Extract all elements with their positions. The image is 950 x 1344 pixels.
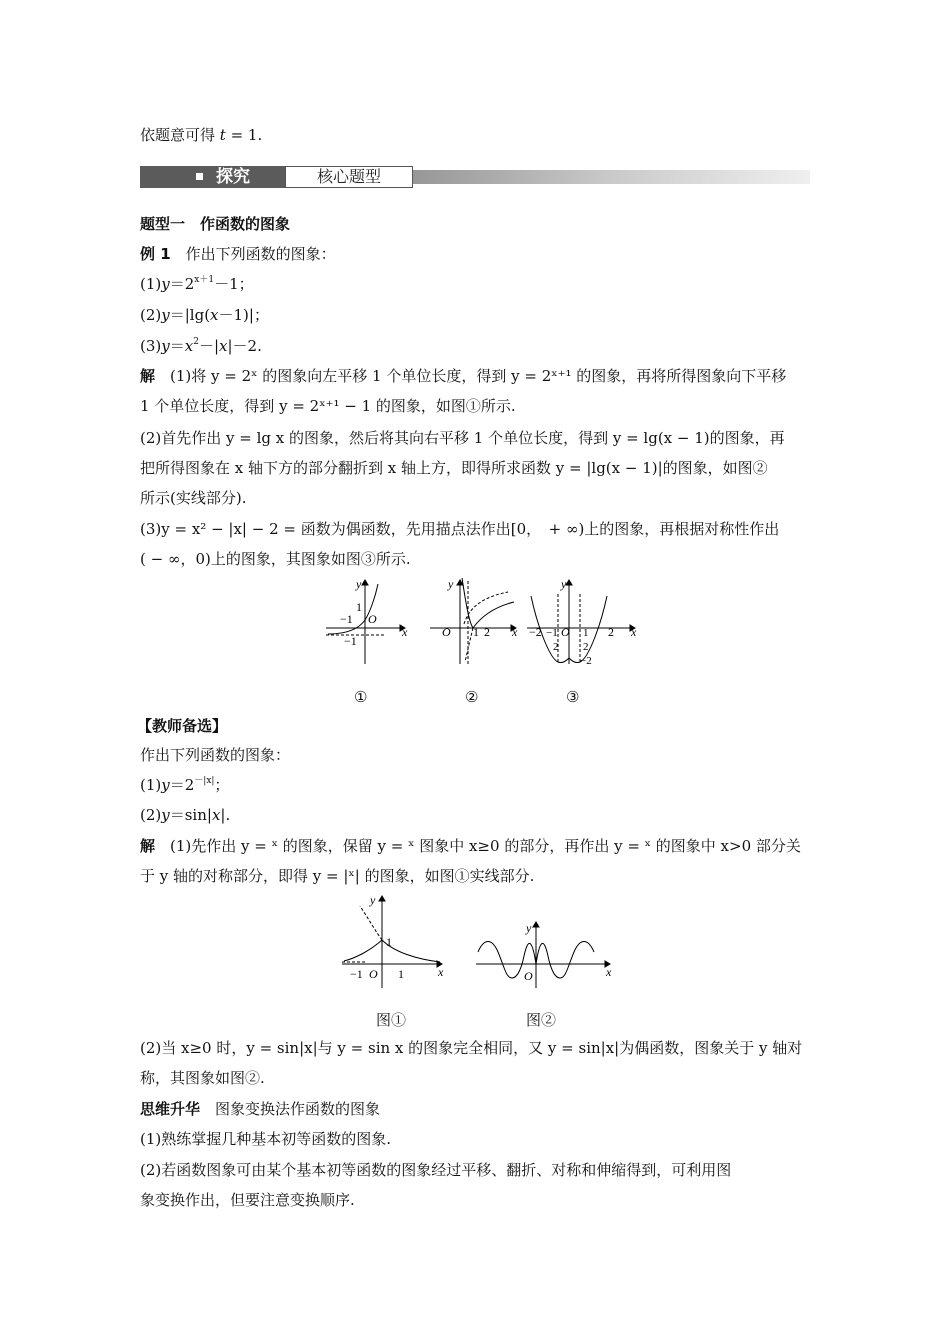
svg-text:1: 1 bbox=[356, 600, 362, 614]
solution-2-line-3: (2)当 x≥0 时，y = sin|x|与 y = sin x 的图象完全相同，又 y = sin|x|为偶函数，图象关于 y 轴对 bbox=[140, 1039, 803, 1057]
svg-text:2: 2 bbox=[553, 641, 559, 653]
example-item-1: $(1)y=2^{x+1}-1$； bbox=[140, 275, 254, 293]
example-item-3: $(3)y=x^2-|x|-2$. bbox=[140, 337, 262, 355]
solution-1-line-2: 1 个单位长度，得到 y = 2ˣ⁺¹ − 1 的图象，如图①所示. bbox=[140, 397, 516, 415]
banner-label-right: 核心题型 bbox=[316, 167, 381, 186]
svg-text:O: O bbox=[561, 625, 570, 639]
summary-line-2: (2)若函数图象可由某个基本初等函数的图象经过平移、翻折、对称和伸缩得到，可利用图 bbox=[140, 1161, 732, 1179]
intro-line: 依题意可得 t = 1. bbox=[140, 126, 263, 144]
svg-text:2: 2 bbox=[608, 625, 614, 639]
example-heading: 例 1 作出下列函数的图象： bbox=[140, 245, 336, 263]
svg-text:O: O bbox=[369, 967, 378, 981]
solution-2-line-1: 解 (1)先作出 y = ˣ 的图象，保留 y = ˣ 图象中 x≥0 的部分，再作出 y = ˣ 的图象中 x>0 部分关 bbox=[140, 837, 801, 855]
solution-2-line-4: 称，其图象如图②. bbox=[140, 1069, 265, 1087]
svg-text:x: x bbox=[606, 965, 612, 979]
solution-1-line-5: 所示(实线部分). bbox=[140, 489, 247, 507]
svg-text:−1: −1 bbox=[350, 967, 363, 981]
solution-1-line-4: 把所得图象在 x 轴下方的部分翻折到 x 轴上方，即得所求函数 y = |lg(x − 1)|的图象，如图② bbox=[140, 459, 768, 477]
solution-1-line-3: (2)首先作出 y = lg x 的图象，然后将其向右平移 1 个单位长度，得到 y = lg(x − 1)的图象，再 bbox=[140, 429, 785, 447]
svg-text:O: O bbox=[442, 625, 451, 639]
graph-1 bbox=[326, 577, 408, 664]
teacher-prompt: 作出下列函数的图象： bbox=[140, 746, 291, 764]
teacher-item-2: (2)y＝sin|x|. bbox=[140, 806, 231, 824]
teacher-caption-2: 图② bbox=[526, 1011, 557, 1029]
graph-3 bbox=[527, 577, 637, 667]
svg-text:x: x bbox=[631, 625, 637, 639]
solution-1-line-1: 解 (1)将 y = 2ˣ 的图象向左平移 1 个单位长度，得到 y = 2ˣ⁺¹ 的图象，再将所得图象向下平移 bbox=[140, 367, 787, 385]
svg-text:1: 1 bbox=[386, 935, 392, 949]
summary-line-1: (1)熟练掌握几种基本初等函数的图象. bbox=[140, 1130, 392, 1148]
figure-caption-3: ③ bbox=[566, 688, 580, 706]
svg-text:x: x bbox=[402, 625, 408, 639]
svg-text:O: O bbox=[524, 969, 533, 983]
graph-2 bbox=[430, 577, 518, 664]
svg-text:−1: −1 bbox=[340, 612, 353, 626]
figure-caption-2: ② bbox=[465, 688, 479, 706]
svg-text:1: 1 bbox=[473, 625, 479, 639]
banner-label-left: 探究 bbox=[216, 167, 250, 187]
svg-text:−1: −1 bbox=[344, 634, 357, 648]
section-title: 题型一 作函数的图象 bbox=[140, 215, 291, 233]
teacher-figures bbox=[336, 892, 626, 992]
summary-heading: 思维升华 图象变换法作函数的图象 bbox=[140, 1100, 381, 1118]
svg-text:1: 1 bbox=[583, 627, 589, 639]
svg-text:y: y bbox=[448, 577, 454, 591]
solution-1-line-7: ( − ∞，0)上的图象，其图象如图③所示. bbox=[140, 550, 411, 568]
solution-2-line-2: 于 y 轴的对称部分，即得 y = |ˣ| 的图象，如图①实线部分. bbox=[140, 867, 535, 885]
svg-text:y: y bbox=[526, 921, 532, 935]
svg-text:2: 2 bbox=[583, 641, 589, 653]
svg-text:O: O bbox=[368, 612, 377, 626]
svg-text:x: x bbox=[438, 965, 444, 979]
svg-text:1: 1 bbox=[398, 967, 404, 981]
square-bullet-icon bbox=[196, 173, 203, 180]
svg-text:−2: −2 bbox=[529, 625, 542, 639]
figure-caption-1: ① bbox=[354, 688, 368, 706]
graph-sin bbox=[476, 921, 612, 988]
teacher-heading: 【教师备选】 bbox=[137, 717, 228, 735]
svg-text:y: y bbox=[561, 577, 567, 591]
teacher-caption-1: 图① bbox=[376, 1011, 407, 1029]
example-1-figures bbox=[320, 574, 640, 669]
solution-1-line-6: (3)y = x² − |x| − 2 = 函数为偶函数，先用描点法作出[0， + ∞)上的图象，再根据对称性作出 bbox=[140, 520, 780, 538]
svg-text:y: y bbox=[370, 893, 376, 907]
graph-exp bbox=[342, 893, 444, 988]
example-item-2: (2)y＝|lg(x－1)|； bbox=[140, 306, 269, 324]
svg-text:−1: −1 bbox=[546, 627, 558, 639]
summary-line-3: 象变换作出，但要注意变换顺序. bbox=[140, 1191, 355, 1209]
svg-text:−2: −2 bbox=[580, 655, 592, 667]
svg-text:y: y bbox=[356, 577, 362, 591]
teacher-item-1: $(1)y=2^{-|x|}$； bbox=[140, 776, 230, 794]
svg-text:x: x bbox=[512, 625, 518, 639]
svg-text:2: 2 bbox=[484, 625, 490, 639]
section-banner bbox=[140, 164, 810, 190]
